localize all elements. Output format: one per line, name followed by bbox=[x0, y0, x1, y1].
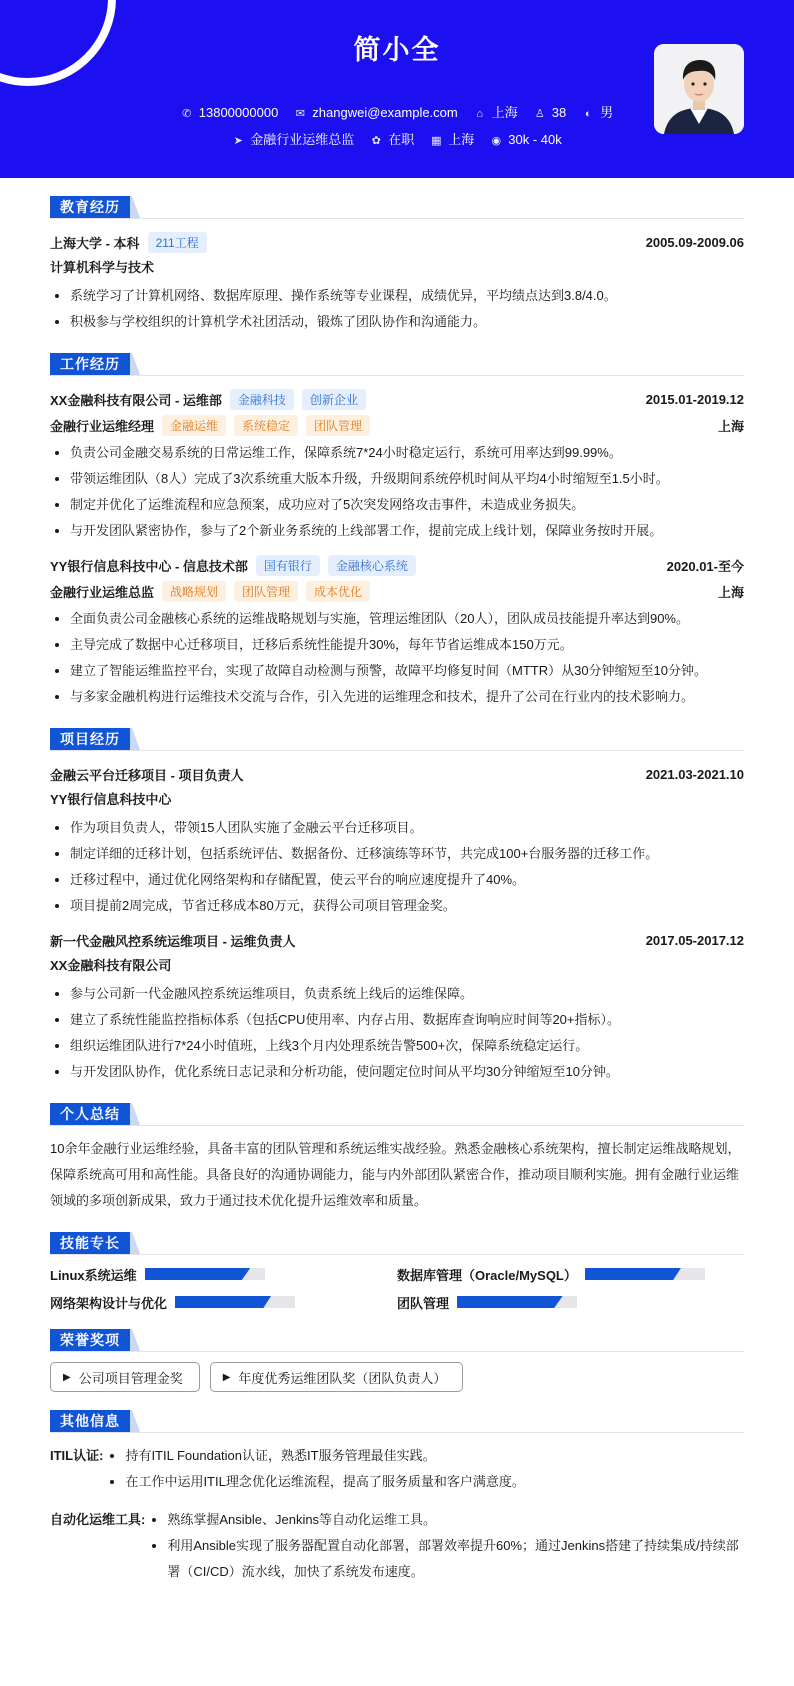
project-list bbox=[50, 761, 744, 1085]
profile-photo bbox=[654, 44, 744, 134]
role-name: 金融行业运维总监 bbox=[50, 584, 155, 600]
section-title: 个人总结 bbox=[50, 1103, 130, 1125]
section-header-summary bbox=[50, 1103, 744, 1126]
project-row bbox=[50, 927, 744, 953]
info-item bbox=[582, 105, 613, 120]
role-tag: 金融运维 bbox=[162, 415, 226, 436]
info-item bbox=[430, 132, 474, 147]
section-header-other bbox=[50, 1410, 744, 1433]
info-text: 30k - 40k bbox=[508, 132, 562, 147]
award-label: 年度优秀运维团队奖（团队负责人） bbox=[238, 1370, 447, 1386]
skill-name: 数据库管理（Oracle/MySQL） bbox=[397, 1267, 577, 1283]
list-item: • 制定详细的迁移计划，包括系统评估、数据备份、迁移演练等环节，共完成100+台服务器的迁移工作。 bbox=[70, 841, 744, 867]
work-role-row bbox=[50, 578, 744, 604]
list-item: • 系统学习了计算机网络、数据库原理、操作系统等专业课程，成绩优异，平均绩点达到3.8/4.0。 bbox=[70, 283, 744, 309]
work-location: 上海 bbox=[717, 584, 744, 600]
list-item: • 熟练掌握Ansible、Jenkins等自动化运维工具。 bbox=[167, 1507, 744, 1533]
role-tag: 战略规划 bbox=[162, 581, 226, 602]
play-icon: ▶ bbox=[222, 1371, 231, 1383]
school-tag: 211工程 bbox=[148, 232, 207, 253]
company-left bbox=[50, 389, 366, 410]
info-text: 38 bbox=[551, 105, 567, 120]
section-header-education bbox=[50, 196, 744, 219]
resume-header bbox=[0, 0, 794, 178]
list-item: • 与开发团队紧密协作，参与了2个新业务系统的上线部署工作，提前完成上线计划，保障业务按时开展。 bbox=[70, 518, 744, 544]
info-text: zhangwei@example.com bbox=[312, 105, 458, 120]
company-tag: 金融核心系统 bbox=[328, 555, 416, 576]
section-title: 其他信息 bbox=[50, 1410, 130, 1432]
section-title: 工作经历 bbox=[50, 353, 130, 375]
role-name: 金融行业运维经理 bbox=[50, 418, 155, 434]
other-item bbox=[50, 1507, 744, 1585]
project-row bbox=[50, 761, 744, 787]
info-text: 上海 bbox=[448, 132, 475, 147]
award-chip bbox=[210, 1362, 464, 1392]
info-text: 上海 bbox=[491, 105, 518, 120]
info-item bbox=[294, 105, 457, 120]
work-date: 2015.01-2019.12 bbox=[645, 391, 744, 407]
role-left bbox=[50, 415, 370, 436]
info-item bbox=[534, 105, 566, 120]
send-icon: ➤ bbox=[233, 135, 243, 147]
gender-icon: ◐ bbox=[584, 108, 592, 120]
list-item: • 制定并优化了运维流程和应急预案，成功应对了5次突发网络攻击事件，未造成业务损失。 bbox=[70, 492, 744, 518]
summary-text: 10余年金融行业运维经验，具备丰富的团队管理和系统运维实战经验。熟悉金融核心系统架构，擅长制定运维战略规划，保障系统高可用和高性能。具备良好的沟通协调能力，能与内外部团队紧密合作，推动项目顺利实施。拥有金融行业运维领域的多项创新成果，致力于通过技术优化提升运维效率和质量。 bbox=[50, 1141, 741, 1208]
skill-list bbox=[50, 1265, 744, 1311]
list-item: • 与开发团队协作，优化系统日志记录和分析功能，使问题定位时间从平均30分钟缩短至10分钟。 bbox=[70, 1059, 744, 1085]
info-item bbox=[232, 132, 354, 147]
company-tag: 国有银行 bbox=[256, 555, 320, 576]
role-tag: 成本优化 bbox=[306, 581, 370, 602]
home-icon: ⌂ bbox=[476, 108, 484, 120]
other-item bbox=[50, 1443, 744, 1495]
work-list bbox=[50, 386, 744, 710]
skill-bar bbox=[175, 1296, 295, 1308]
list-item: • 主导完成了数据中心迁移项目，迁移后系统性能提升30%，每年节省运维成本150万元。 bbox=[70, 632, 744, 658]
project-date: 2017.05-2017.12 bbox=[645, 932, 744, 948]
list-item: • 在工作中运用ITIL理念优化运维流程，提高了服务质量和客户满意度。 bbox=[125, 1469, 524, 1495]
section-title: 教育经历 bbox=[50, 196, 130, 218]
info-text: 金融行业运维总监 bbox=[250, 132, 355, 147]
list-item: • 带领运维团队（8人）完成了3次系统重大版本升级，升级期间系统停机时间从平均4小时缩短至1.5小时。 bbox=[70, 466, 744, 492]
project-org: YY银行信息科技中心 bbox=[50, 792, 172, 807]
work-bullets bbox=[50, 440, 744, 544]
skill-name: 团队管理 bbox=[397, 1295, 450, 1311]
section-header-projects bbox=[50, 728, 744, 751]
education-major: 计算机科学与技术 bbox=[50, 260, 155, 275]
list-item: • 建立了智能运维监控平台，实现了故障自动检测与预警，故障平均修复时间（MTTR）从30分钟缩短至10分钟。 bbox=[70, 658, 744, 684]
list-item: • 持有ITIL Foundation认证，熟悉IT服务管理最佳实践。 bbox=[125, 1443, 524, 1469]
award-label: 公司项目管理金奖 bbox=[78, 1370, 183, 1386]
candidate-name: 简小全 bbox=[353, 35, 441, 65]
skill-item bbox=[50, 1265, 397, 1283]
skill-item bbox=[397, 1265, 744, 1283]
skill-bar bbox=[145, 1268, 265, 1280]
info-item bbox=[474, 105, 518, 120]
other-label: 自动化运维工具: bbox=[50, 1512, 146, 1527]
skill-name: Linux系统运维 bbox=[50, 1267, 137, 1283]
role-left bbox=[50, 581, 370, 602]
list-item: • 迁移过程中，通过优化网络架构和存储配置，使云平台的响应速度提升了40%。 bbox=[70, 867, 744, 893]
skill-bar-fill bbox=[457, 1296, 563, 1308]
project-date: 2021.03-2021.10 bbox=[645, 766, 744, 782]
skill-bar-fill bbox=[145, 1268, 251, 1280]
company-tag: 创新企业 bbox=[302, 389, 366, 410]
project-title: 新一代金融风控系统运维项目 - 运维负责人 bbox=[50, 933, 296, 949]
list-item: • 项目提前2周完成，节省迁移成本80万元，获得公司项目管理金奖。 bbox=[70, 893, 744, 919]
section-header-awards bbox=[50, 1329, 744, 1352]
list-item: • 作为项目负责人，带领15人团队实施了金融云平台迁移项目。 bbox=[70, 815, 744, 841]
skill-bar-fill bbox=[585, 1268, 681, 1280]
work-bullets bbox=[50, 606, 744, 710]
email-icon: ✉ bbox=[295, 108, 305, 120]
skill-bar bbox=[585, 1268, 705, 1280]
section-title: 荣誉奖项 bbox=[50, 1329, 130, 1351]
list-item: • 与多家金融机构进行运维技术交流与合作，引入先进的运维理念和技术，提升了公司在行业内的技术影响力。 bbox=[70, 684, 744, 710]
info-item bbox=[181, 105, 279, 120]
skill-item bbox=[397, 1293, 744, 1311]
company-tag: 金融科技 bbox=[230, 389, 294, 410]
education-row bbox=[50, 229, 744, 255]
info-text: 13800000000 bbox=[198, 105, 279, 120]
skill-name: 网络架构设计与优化 bbox=[50, 1295, 168, 1311]
award-list bbox=[50, 1362, 744, 1392]
role-tag: 团队管理 bbox=[234, 581, 298, 602]
company-name: YY银行信息科技中心 - 信息技术部 bbox=[50, 558, 248, 574]
other-label: ITIL认证: bbox=[50, 1448, 104, 1463]
education-bullets bbox=[50, 283, 744, 335]
list-item: • 积极参与学校组织的计算机学术社团活动，锻炼了团队协作和沟通能力。 bbox=[70, 309, 744, 335]
skill-bar-fill bbox=[175, 1296, 271, 1308]
phone-icon: ✆ bbox=[182, 108, 192, 120]
other-bullets bbox=[145, 1507, 744, 1585]
project-bullets bbox=[50, 815, 744, 919]
play-icon: ▶ bbox=[63, 1371, 71, 1383]
skill-item bbox=[50, 1293, 397, 1311]
building-icon: ▦ bbox=[431, 135, 442, 147]
work-company-row bbox=[50, 386, 744, 412]
section-header-skills bbox=[50, 1232, 744, 1255]
list-item: • 建立了系统性能监控指标体系（包括CPU使用率、内存占用、数据库查询响应时间等20+指标）。 bbox=[70, 1007, 744, 1033]
list-item: • 参与公司新一代金融风控系统运维项目，负责系统上线后的运维保障。 bbox=[70, 981, 744, 1007]
work-company-row bbox=[50, 552, 744, 578]
work-date: 2020.01-至今 bbox=[666, 558, 744, 574]
info-item bbox=[370, 132, 414, 147]
info-item bbox=[490, 132, 561, 147]
skill-bar bbox=[457, 1296, 577, 1308]
section-title: 项目经历 bbox=[50, 728, 130, 750]
education-date: 2005.09-2009.06 bbox=[645, 234, 744, 250]
list-item: • 利用Ansible实现了服务器配置自动化部署，部署效率提升60%；通过Jenkins搭建了持续集成/持续部署（CI/CD）流水线，加快了系统发布速度。 bbox=[167, 1533, 744, 1585]
status-icon: ✿ bbox=[371, 135, 381, 147]
salary-icon: ◉ bbox=[491, 135, 502, 147]
role-tag: 团队管理 bbox=[306, 415, 370, 436]
other-info bbox=[50, 1443, 744, 1585]
age-icon: ♙ bbox=[534, 108, 545, 120]
project-title: 金融云平台迁移项目 - 项目负责人 bbox=[50, 767, 244, 783]
info-text: 在职 bbox=[388, 132, 415, 147]
list-item: • 全面负责公司金融核心系统的运维战略规划与实施，管理运维团队（20人），团队成员技能提升率达到90%。 bbox=[70, 606, 744, 632]
company-name: XX金融科技有限公司 - 运维部 bbox=[50, 392, 222, 408]
role-tag: 系统稳定 bbox=[234, 415, 298, 436]
school-name: 上海大学 - 本科 bbox=[50, 235, 140, 251]
list-item: • 组织运维团队进行7*24小时值班，上线3个月内处理系统告警500+次，保障系统稳定运行。 bbox=[70, 1033, 744, 1059]
section-header-work bbox=[50, 353, 744, 376]
info-text: 男 bbox=[600, 105, 614, 120]
section-title: 技能专长 bbox=[50, 1232, 130, 1254]
award-chip bbox=[50, 1362, 200, 1392]
work-location: 上海 bbox=[717, 418, 744, 434]
list-item: • 负责公司金融交易系统的日常运维工作，保障系统7*24小时稳定运行，系统可用率达到99.99%。 bbox=[70, 440, 744, 466]
project-org: XX金融科技有限公司 bbox=[50, 958, 172, 973]
project-bullets bbox=[50, 981, 744, 1085]
company-left bbox=[50, 555, 416, 576]
other-bullets bbox=[103, 1443, 524, 1495]
work-role-row bbox=[50, 412, 744, 438]
